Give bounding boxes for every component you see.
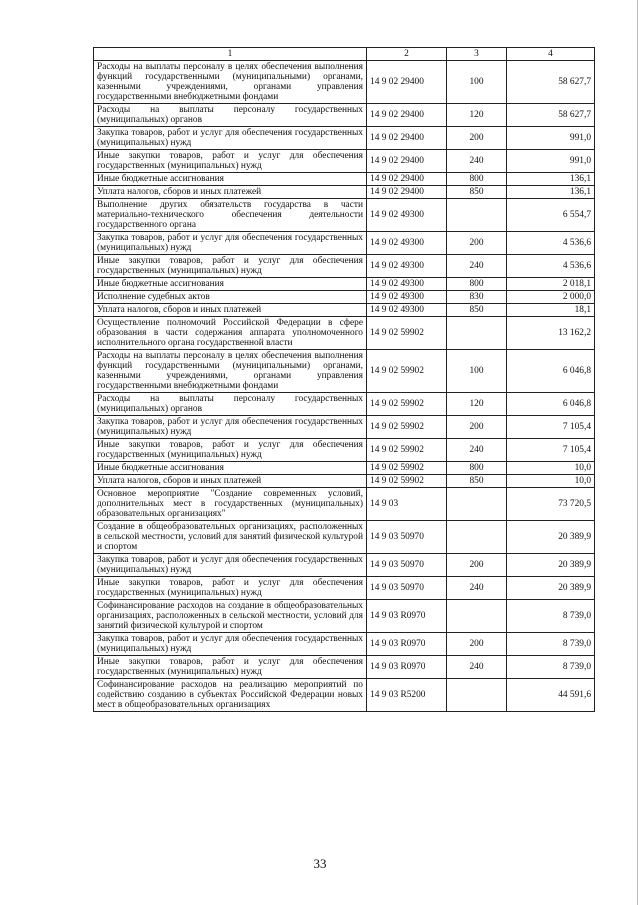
budget-table bbox=[93, 47, 595, 712]
row-code-cell: 14 9 02 29400 bbox=[367, 173, 447, 186]
row-amount-cell: 991,0 bbox=[507, 127, 595, 150]
row-amount-cell: 136,1 bbox=[507, 173, 595, 186]
row-code-cell: 14 9 03 50970 bbox=[367, 554, 447, 577]
row-name-cell: Расходы на выплаты персоналу в целях обеспечения выполнения функций государственными (муниципальными) органами, казенными учреждениями, органами управления государственными внебюджетными фондами bbox=[94, 61, 367, 104]
row-name-cell: Закупка товаров, работ и услуг для обеспечения государственных (муниципальных) нужд bbox=[94, 554, 367, 577]
row-amount-cell: 73 720,5 bbox=[507, 488, 595, 521]
row-expense-type-cell: 240 bbox=[447, 439, 507, 462]
row-expense-type-cell: 240 bbox=[447, 150, 507, 173]
row-amount-cell: 4 536,6 bbox=[507, 255, 595, 278]
row-code-cell: 14 9 03 50970 bbox=[367, 577, 447, 600]
table-row bbox=[94, 577, 595, 600]
row-code-cell: 14 9 02 49300 bbox=[367, 255, 447, 278]
row-code-cell: 14 9 02 59902 bbox=[367, 393, 447, 416]
row-code-cell: 14 9 03 bbox=[367, 488, 447, 521]
row-name-cell: Иные закупки товаров, работ и услуг для обеспечения государственных (муниципальных) нужд bbox=[94, 656, 367, 679]
row-name-cell: Расходы на выплаты персоналу в целях обеспечения выполнения функций государственными (муниципальными) органами, казенными учреждениями, органами управления государственными внебюджетными фондами bbox=[94, 350, 367, 393]
table-row bbox=[94, 304, 595, 317]
row-name-cell: Закупка товаров, работ и услуг для обеспечения государственных (муниципальных) нужд bbox=[94, 633, 367, 656]
table-row bbox=[94, 679, 595, 712]
row-name-cell: Закупка товаров, работ и услуг для обеспечения государственных (муниципальных) нужд bbox=[94, 127, 367, 150]
row-amount-cell: 4 536,6 bbox=[507, 232, 595, 255]
row-code-cell: 14 9 02 29400 bbox=[367, 150, 447, 173]
row-code-cell: 14 9 02 59902 bbox=[367, 462, 447, 475]
table-row bbox=[94, 61, 595, 104]
row-name-cell: Расходы на выплаты персоналу государственных (муниципальных) органов bbox=[94, 393, 367, 416]
table-row bbox=[94, 317, 595, 350]
row-name-cell: Иные закупки товаров, работ и услуг для обеспечения государственных (муниципальных) нужд bbox=[94, 150, 367, 173]
row-amount-cell: 2 018,1 bbox=[507, 278, 595, 291]
row-expense-type-cell: 120 bbox=[447, 393, 507, 416]
table-row bbox=[94, 439, 595, 462]
row-amount-cell: 58 627,7 bbox=[507, 104, 595, 127]
row-expense-type-cell: 120 bbox=[447, 104, 507, 127]
row-code-cell: 14 9 02 49300 bbox=[367, 304, 447, 317]
row-name-cell: Уплата налогов, сборов и иных платежей bbox=[94, 304, 367, 317]
row-expense-type-cell: 800 bbox=[447, 278, 507, 291]
row-amount-cell: 8 739,0 bbox=[507, 633, 595, 656]
row-name-cell: Иные бюджетные ассигнования bbox=[94, 278, 367, 291]
table-body bbox=[94, 61, 595, 712]
table-row bbox=[94, 475, 595, 488]
row-expense-type-cell bbox=[447, 679, 507, 712]
table-row bbox=[94, 656, 595, 679]
row-amount-cell: 6 046,8 bbox=[507, 350, 595, 393]
table-row bbox=[94, 186, 595, 199]
table-row bbox=[94, 416, 595, 439]
row-name-cell: Уплата налогов, сборов и иных платежей bbox=[94, 475, 367, 488]
row-code-cell: 14 9 02 59902 bbox=[367, 350, 447, 393]
table-row bbox=[94, 633, 595, 656]
row-amount-cell: 991,0 bbox=[507, 150, 595, 173]
row-amount-cell: 18,1 bbox=[507, 304, 595, 317]
table-row bbox=[94, 554, 595, 577]
row-code-cell: 14 9 02 59902 bbox=[367, 317, 447, 350]
row-code-cell: 14 9 02 29400 bbox=[367, 186, 447, 199]
row-expense-type-cell: 100 bbox=[447, 350, 507, 393]
row-expense-type-cell: 200 bbox=[447, 127, 507, 150]
row-amount-cell: 10,0 bbox=[507, 462, 595, 475]
row-name-cell: Софинансирование расходов на реализацию мероприятий по содействию созданию в субъектах Российской Федерации новых мест в общеобразовательных организациях bbox=[94, 679, 367, 712]
row-expense-type-cell bbox=[447, 600, 507, 633]
table-row bbox=[94, 462, 595, 475]
row-code-cell: 14 9 02 59902 bbox=[367, 416, 447, 439]
table-row bbox=[94, 350, 595, 393]
row-amount-cell: 10,0 bbox=[507, 475, 595, 488]
row-expense-type-cell bbox=[447, 488, 507, 521]
table-row bbox=[94, 150, 595, 173]
row-code-cell: 14 9 02 29400 bbox=[367, 104, 447, 127]
page-edge bbox=[637, 0, 638, 905]
row-expense-type-cell: 200 bbox=[447, 416, 507, 439]
row-amount-cell: 136,1 bbox=[507, 186, 595, 199]
table-header-row bbox=[94, 48, 595, 61]
table-row bbox=[94, 255, 595, 278]
row-code-cell: 14 9 02 29400 bbox=[367, 127, 447, 150]
row-amount-cell: 13 162,2 bbox=[507, 317, 595, 350]
row-amount-cell: 2 000,0 bbox=[507, 291, 595, 304]
row-amount-cell: 20 389,9 bbox=[507, 554, 595, 577]
row-name-cell: Осуществление полномочий Российской Федерации в сфере образования в части содержания аппарата уполномоченного исполнительного органа государственной власти bbox=[94, 317, 367, 350]
row-expense-type-cell: 200 bbox=[447, 554, 507, 577]
column-header-3: 3 bbox=[447, 48, 507, 61]
row-amount-cell: 58 627,7 bbox=[507, 61, 595, 104]
column-header-4: 4 bbox=[507, 48, 595, 61]
table-row bbox=[94, 393, 595, 416]
row-expense-type-cell: 850 bbox=[447, 475, 507, 488]
row-code-cell: 14 9 03 R0970 bbox=[367, 633, 447, 656]
row-name-cell: Уплата налогов, сборов и иных платежей bbox=[94, 186, 367, 199]
row-code-cell: 14 9 03 R0970 bbox=[367, 600, 447, 633]
row-amount-cell: 7 105,4 bbox=[507, 416, 595, 439]
row-amount-cell: 6 554,7 bbox=[507, 199, 595, 232]
row-name-cell: Основное мероприятие "Создание современных условий, дополнительных мест в государственных (муниципальных) образовательных организациях" bbox=[94, 488, 367, 521]
row-amount-cell: 8 739,0 bbox=[507, 656, 595, 679]
row-name-cell: Закупка товаров, работ и услуг для обеспечения государственных (муниципальных) нужд bbox=[94, 416, 367, 439]
row-expense-type-cell: 800 bbox=[447, 173, 507, 186]
row-code-cell: 14 9 02 49300 bbox=[367, 278, 447, 291]
row-expense-type-cell: 800 bbox=[447, 462, 507, 475]
table-row bbox=[94, 232, 595, 255]
table-row bbox=[94, 104, 595, 127]
row-name-cell: Иные бюджетные ассигнования bbox=[94, 462, 367, 475]
row-name-cell: Иные закупки товаров, работ и услуг для обеспечения государственных (муниципальных) нужд bbox=[94, 577, 367, 600]
row-code-cell: 14 9 02 49300 bbox=[367, 199, 447, 232]
row-name-cell: Создание в общеобразовательных организациях, расположенных в сельской местности, условий для занятий физической культурой и спортом bbox=[94, 521, 367, 554]
row-amount-cell: 6 046,8 bbox=[507, 393, 595, 416]
row-amount-cell: 44 591,6 bbox=[507, 679, 595, 712]
table-row bbox=[94, 488, 595, 521]
table-row bbox=[94, 521, 595, 554]
row-amount-cell: 7 105,4 bbox=[507, 439, 595, 462]
row-amount-cell: 20 389,9 bbox=[507, 577, 595, 600]
row-code-cell: 14 9 02 49300 bbox=[367, 232, 447, 255]
row-amount-cell: 8 739,0 bbox=[507, 600, 595, 633]
row-code-cell: 14 9 02 29400 bbox=[367, 61, 447, 104]
row-name-cell: Софинансирование расходов на создание в общеобразовательных организациях, расположенных в сельской местности, условий для занятий физической культурой и спортом bbox=[94, 600, 367, 633]
row-code-cell: 14 9 02 59902 bbox=[367, 475, 447, 488]
row-expense-type-cell: 200 bbox=[447, 232, 507, 255]
row-expense-type-cell bbox=[447, 199, 507, 232]
row-name-cell: Иные закупки товаров, работ и услуг для обеспечения государственных (муниципальных) нужд bbox=[94, 255, 367, 278]
row-expense-type-cell bbox=[447, 521, 507, 554]
row-name-cell: Закупка товаров, работ и услуг для обеспечения государственных (муниципальных) нужд bbox=[94, 232, 367, 255]
table-row bbox=[94, 127, 595, 150]
row-code-cell: 14 9 02 59902 bbox=[367, 439, 447, 462]
table-row bbox=[94, 291, 595, 304]
row-name-cell: Расходы на выплаты персоналу государственных (муниципальных) органов bbox=[94, 104, 367, 127]
column-header-2: 2 bbox=[367, 48, 447, 61]
row-name-cell: Иные закупки товаров, работ и услуг для обеспечения государственных (муниципальных) нужд bbox=[94, 439, 367, 462]
row-expense-type-cell: 200 bbox=[447, 633, 507, 656]
row-name-cell: Иные бюджетные ассигнования bbox=[94, 173, 367, 186]
row-expense-type-cell: 850 bbox=[447, 186, 507, 199]
column-header-1: 1 bbox=[94, 48, 367, 61]
row-expense-type-cell: 240 bbox=[447, 656, 507, 679]
row-name-cell: Выполнение других обязательств государства в части материально-технического обеспечения деятельности государственного органа bbox=[94, 199, 367, 232]
row-expense-type-cell: 100 bbox=[447, 61, 507, 104]
table-row bbox=[94, 199, 595, 232]
row-amount-cell: 20 389,9 bbox=[507, 521, 595, 554]
row-expense-type-cell: 240 bbox=[447, 577, 507, 600]
row-code-cell: 14 9 03 R0970 bbox=[367, 656, 447, 679]
table-row bbox=[94, 600, 595, 633]
table-row bbox=[94, 173, 595, 186]
row-expense-type-cell: 850 bbox=[447, 304, 507, 317]
table-row bbox=[94, 278, 595, 291]
row-expense-type-cell bbox=[447, 317, 507, 350]
row-code-cell: 14 9 03 R5200 bbox=[367, 679, 447, 712]
row-name-cell: Исполнение судебных актов bbox=[94, 291, 367, 304]
row-expense-type-cell: 830 bbox=[447, 291, 507, 304]
row-expense-type-cell: 240 bbox=[447, 255, 507, 278]
page-number: 33 bbox=[313, 856, 327, 871]
row-code-cell: 14 9 02 49300 bbox=[367, 291, 447, 304]
row-code-cell: 14 9 03 50970 bbox=[367, 521, 447, 554]
